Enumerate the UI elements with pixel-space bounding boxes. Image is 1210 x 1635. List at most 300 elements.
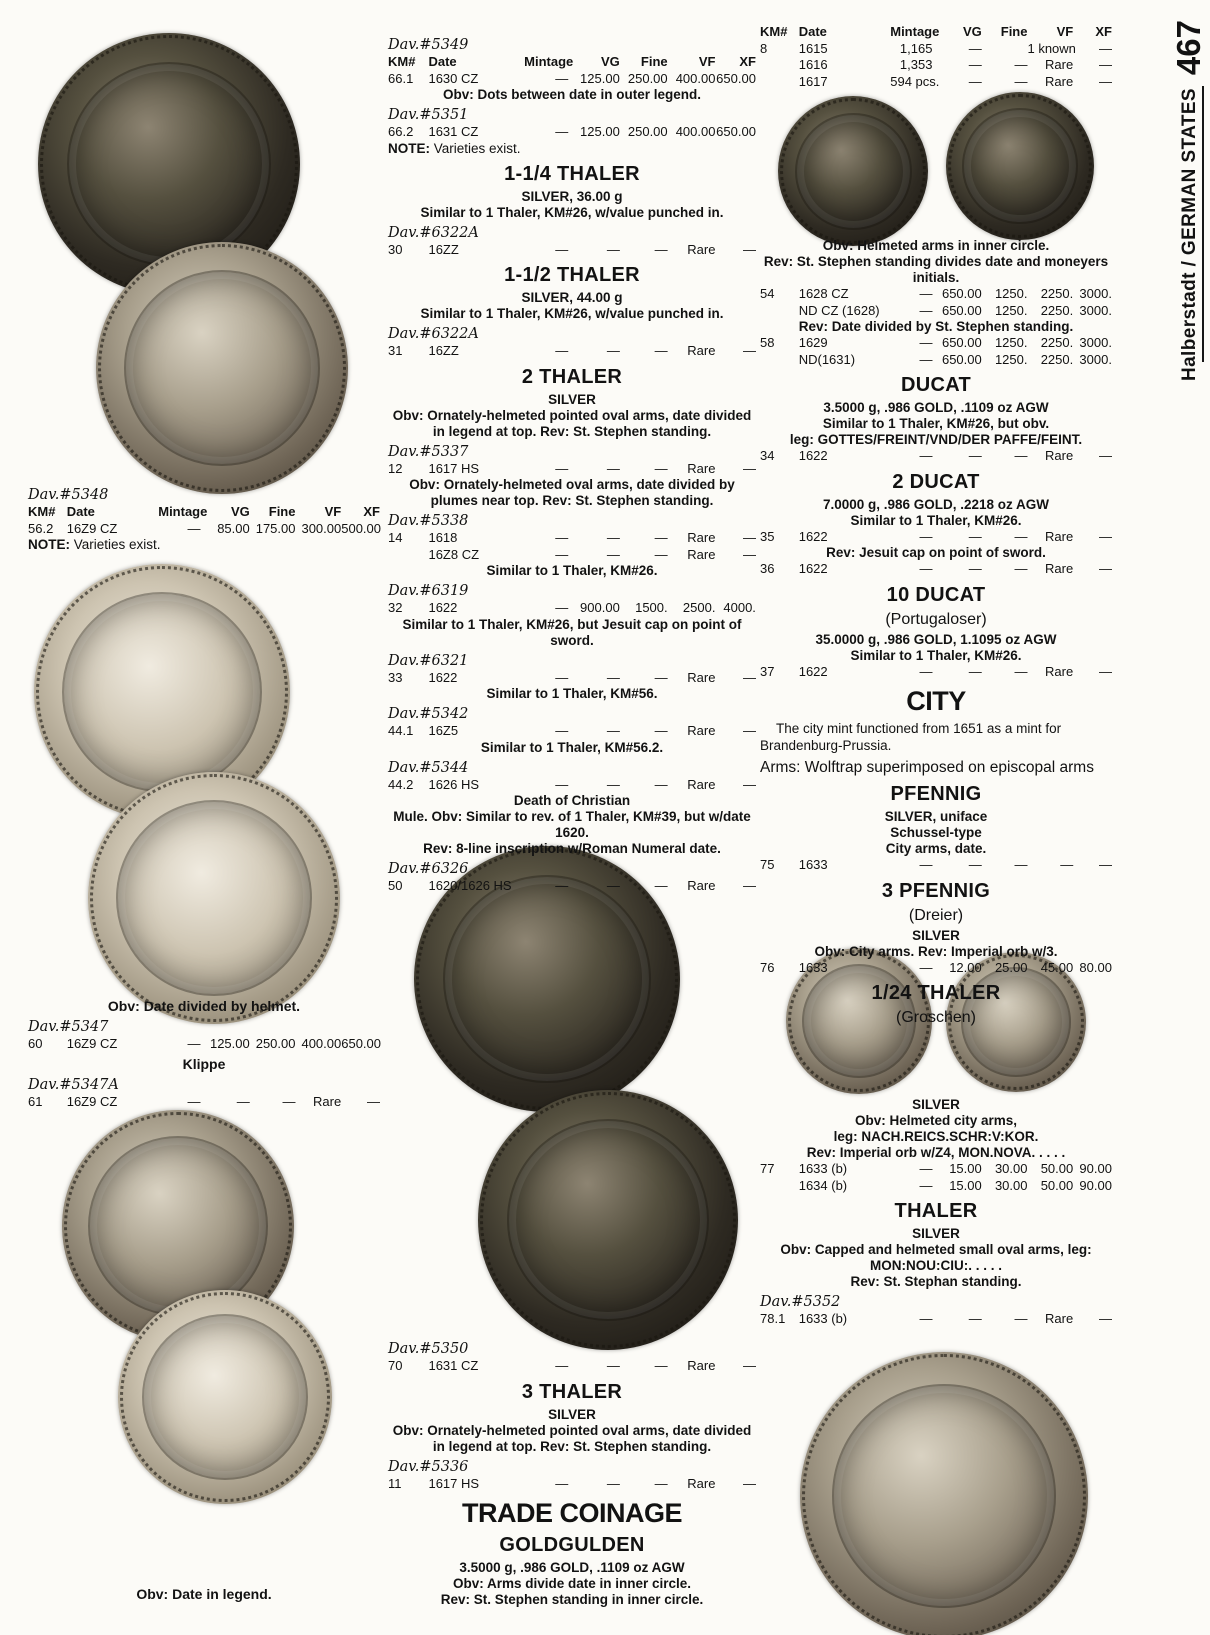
cell: —	[654, 241, 668, 257]
cell: 650.00	[341, 1036, 381, 1051]
catalog-reference: Dav.#5349	[388, 37, 469, 53]
cell: 900.00	[580, 600, 620, 615]
cell: —	[968, 663, 982, 679]
cell: 11	[388, 1475, 402, 1491]
cell: Rare	[1045, 663, 1074, 679]
cell: —	[606, 530, 620, 545]
listing-row	[388, 124, 756, 141]
cell: —	[606, 1358, 620, 1373]
listing-row	[388, 878, 756, 895]
cell: 1616	[798, 57, 828, 72]
cell: 125.00	[580, 70, 620, 86]
cell: —	[606, 343, 620, 358]
cell: 1626 HS	[428, 776, 480, 792]
coin-photo-klippe-reverse	[118, 1290, 332, 1504]
description: Obv: Helmeted city arms,	[854, 1113, 1018, 1128]
listing-row	[760, 303, 1112, 320]
cell: 50	[388, 878, 403, 893]
cell: 2250.	[1040, 302, 1074, 318]
cell: 14	[388, 530, 403, 545]
cell: 1620/1626 HS	[428, 878, 512, 893]
cell: —	[919, 1161, 933, 1176]
cell: Rare	[1045, 57, 1074, 72]
cell: —	[968, 857, 982, 872]
cell: 54	[760, 286, 775, 301]
denomination-heading: 2 DUCAT	[892, 470, 980, 493]
cell: —	[919, 302, 933, 318]
listing-row	[388, 547, 756, 564]
cell: 3000.	[1079, 302, 1112, 318]
photo-caption: Obv: Date in legend.	[136, 1586, 272, 1602]
right-column-segment-2	[760, 238, 1112, 1030]
cell: 650.00	[941, 302, 982, 318]
cell: 76	[760, 959, 775, 975]
denomination-heading: 1/24 THALER	[871, 982, 1001, 1004]
note: NOTE: Varieties exist.	[388, 140, 521, 156]
cell: 3000.	[1079, 335, 1112, 350]
cell: —	[1014, 663, 1028, 679]
listing-row	[760, 286, 1112, 303]
listing-row	[388, 242, 756, 259]
cell: —	[654, 546, 668, 562]
listing-row	[760, 352, 1112, 369]
column-header: KM#	[760, 24, 788, 39]
cell: 650.00	[716, 70, 756, 86]
cell: 1622	[798, 663, 828, 679]
cell: 1633	[798, 857, 828, 872]
cell: —	[1098, 73, 1112, 89]
column-header: VF	[324, 504, 342, 519]
cell: 1633	[798, 959, 828, 975]
cell: 650.00	[941, 351, 982, 367]
cell: Rare	[313, 1093, 342, 1109]
cell: —	[1098, 528, 1112, 544]
cell: 400.00	[301, 1036, 342, 1051]
column-header: Mintage	[890, 24, 940, 39]
cell: 30.00	[994, 1177, 1028, 1193]
cell: —	[555, 546, 569, 562]
column-header: XF	[1095, 24, 1112, 39]
catalog-reference: Dav.#5347	[28, 1019, 109, 1035]
listing-row	[760, 1178, 1112, 1195]
cell: 31	[388, 343, 403, 358]
description: leg: GOTTES/FREINT/VND/DER PAFFE/FEINT.	[789, 432, 1083, 447]
denomination-heading: 1-1/4 THALER	[504, 162, 640, 185]
cell: —	[654, 776, 668, 792]
cell: 16ZZ	[428, 343, 459, 358]
cell: —	[968, 1311, 982, 1326]
cell: —	[555, 878, 569, 893]
cell: 650.00	[716, 124, 756, 139]
cell: —	[606, 723, 620, 738]
cell: 650.00	[941, 286, 982, 301]
cell: 400.00	[675, 70, 716, 86]
cell: Rare	[687, 546, 716, 562]
catalog-reference: Dav.#5342	[388, 706, 469, 722]
cell: —	[654, 530, 668, 545]
listing-row	[760, 335, 1112, 352]
denomination-heading: 2 THALER	[521, 365, 623, 388]
cell: 500.00	[341, 520, 381, 536]
cell: 80.00	[1079, 959, 1112, 975]
cell: 8	[760, 40, 768, 56]
cell: 50.00	[1040, 1161, 1074, 1176]
paragraph: Arms: Wolftrap superimposed on episcopal arms	[760, 759, 1094, 776]
table-header-row	[28, 504, 380, 521]
listing-row	[760, 57, 1112, 74]
catalog-reference: Dav.#6322A	[388, 224, 479, 241]
cell: 30	[388, 241, 403, 257]
photo-caption: Obv: Date divided by helmet.	[107, 998, 301, 1014]
paragraph: The city mint functioned from 1651 as a mint for Brandenburg-Prussia.	[760, 721, 1062, 753]
cell: 175.00	[255, 520, 296, 536]
description: Obv: Ornately-helmeted pointed oval arms, date divided in legend at top. Rev: St. Stephen standing.	[392, 407, 752, 439]
description: SILVER	[912, 927, 960, 943]
table-header-row	[760, 24, 1112, 41]
cell	[388, 547, 428, 564]
denomination-heading: 3 THALER	[521, 1380, 623, 1403]
description: Death of Christian	[513, 793, 631, 808]
column-header: XF	[739, 54, 756, 69]
cell: 1628 CZ	[798, 286, 849, 301]
cell: 400.00	[675, 124, 716, 139]
cell: —	[606, 669, 620, 685]
cell: —	[555, 1358, 569, 1373]
description: SILVER, 36.00 g	[521, 188, 623, 204]
cell: Rare	[687, 343, 716, 358]
cell: —	[606, 546, 620, 562]
cell: 1617	[798, 73, 828, 89]
denomination-heading: PFENNIG	[890, 783, 982, 805]
denomination-subtitle: (Dreier)	[908, 906, 964, 924]
listing-row	[388, 723, 756, 740]
cell: 16Z8 CZ	[428, 546, 480, 562]
cell: —	[968, 73, 982, 89]
description: Obv: Capped and helmeted small oval arms, leg: MON:NOU:CIU:. . . . .	[780, 1242, 1092, 1273]
column-header: Date	[798, 24, 827, 39]
cell: ND(1631)	[798, 351, 856, 367]
cell: Rare	[1045, 73, 1074, 89]
column-header: Fine	[640, 54, 668, 69]
cell: 250.00	[627, 70, 668, 86]
cell	[982, 41, 1028, 58]
cell: —	[555, 460, 569, 476]
catalog-reference: Dav.#6319	[388, 583, 469, 599]
cell: —	[606, 1475, 620, 1491]
cell: 75	[760, 857, 775, 872]
cell: —	[742, 669, 756, 685]
column-header: Fine	[268, 504, 296, 519]
cell: 1250.	[994, 286, 1028, 301]
cell: —	[742, 878, 756, 893]
cell: —	[919, 561, 933, 576]
cell: —	[555, 1475, 569, 1491]
description: City arms, date.	[885, 841, 987, 856]
cell: —	[654, 1475, 668, 1491]
column-header: KM#	[28, 504, 56, 519]
cell: —	[1014, 73, 1028, 89]
cell: —	[919, 959, 933, 975]
cell: 1250.	[994, 302, 1028, 318]
cell: 1615	[798, 40, 828, 56]
cell: —	[187, 520, 201, 536]
cell: —	[1014, 561, 1028, 576]
cell: —	[919, 286, 933, 301]
cell: 1,165	[899, 40, 933, 56]
cell: 36	[760, 561, 775, 576]
cell: —	[187, 1036, 201, 1051]
cell: Rare	[1045, 448, 1074, 463]
cell: Rare	[687, 669, 716, 685]
coin-photo-thaler-reverse	[96, 242, 348, 494]
listing-row	[760, 664, 1112, 681]
photo-caption: Klippe	[182, 1055, 226, 1072]
cell: 2250.	[1040, 335, 1074, 350]
listing-row	[760, 1161, 1112, 1178]
coin-photo-thaler-16z9-reverse	[88, 772, 340, 1024]
cell: Rare	[687, 878, 716, 893]
cell: —	[555, 124, 569, 139]
cell: —	[968, 561, 982, 576]
cell: —	[919, 528, 933, 544]
description: SILVER, 44.00 g	[521, 290, 623, 305]
cell: Rare	[687, 530, 716, 545]
cell: —	[1014, 528, 1028, 544]
description: 3.5000 g, .986 GOLD, .1109 oz AGW	[823, 400, 1049, 415]
description: Similar to 1 Thaler, KM#26, but Jesuit cap on point of sword.	[402, 616, 742, 648]
cell: 1622	[428, 669, 458, 685]
cell: 15.00	[949, 1177, 982, 1193]
listing-row	[388, 461, 756, 478]
cell: —	[555, 776, 569, 792]
cell: 60	[28, 1036, 43, 1051]
cell: Rare	[687, 460, 716, 476]
description: Similar to 1 Thaler, KM#26, w/value punched in.	[420, 306, 724, 321]
description: Rev: St. Stephen standing divides date and moneyers initials.	[763, 254, 1109, 285]
listing-row	[760, 960, 1112, 977]
denomination-heading: DUCAT	[900, 374, 971, 396]
cell: —	[1098, 448, 1112, 463]
description: Similar to 1 Thaler, KM#26, but obv.	[822, 416, 1050, 431]
cell: ND CZ (1628)	[798, 302, 880, 318]
cell: 3000.	[1079, 351, 1112, 367]
cell: —	[555, 241, 569, 257]
cell: 1622	[428, 600, 458, 615]
listing-row	[388, 71, 756, 88]
cell: —	[919, 448, 933, 463]
cell: 125.00	[580, 124, 620, 139]
description: Similar to 1 Thaler, KM#26.	[850, 647, 1022, 663]
cell: —	[742, 241, 756, 257]
cell: 70	[388, 1358, 403, 1373]
cell: 34	[760, 448, 775, 463]
cell: 44.2	[388, 776, 414, 792]
description: Rev: 8-line inscription w/Roman Numeral date.	[423, 841, 721, 856]
cell: 66.1	[388, 70, 414, 86]
cell: —	[1014, 1311, 1028, 1326]
column-header: Date	[66, 504, 95, 519]
cell: —	[968, 57, 982, 72]
listing-row	[760, 448, 1112, 465]
cell: —	[742, 460, 756, 476]
denomination-subtitle: (Groschen)	[895, 1009, 977, 1026]
description: SILVER	[912, 1097, 960, 1112]
cell: 37	[760, 663, 775, 679]
description: Schussel-type	[890, 825, 982, 840]
cell: 12	[388, 460, 403, 476]
table-header-row	[388, 54, 756, 71]
left-column-segment-1	[28, 483, 380, 553]
cell: 1 known	[1027, 40, 1076, 56]
cell: 1631 CZ	[428, 1358, 479, 1373]
cell: 16Z9 CZ	[66, 1093, 118, 1109]
column-header: Date	[428, 54, 457, 69]
description: Similar to 1 Thaler, KM#26.	[850, 512, 1022, 528]
cell	[760, 352, 799, 369]
denomination-subtitle: (Portugaloser)	[885, 610, 987, 628]
cell: —	[742, 776, 756, 792]
column-header: VF	[698, 54, 716, 69]
description: Similar to 1 Thaler, KM#56.	[486, 686, 658, 701]
denomination-heading: THALER	[894, 1200, 978, 1222]
listing-row	[388, 343, 756, 360]
cell: —	[1098, 1311, 1112, 1326]
denomination-heading: GOLDGULDEN	[499, 1534, 645, 1556]
cell: 1633 (b)	[798, 1311, 848, 1326]
cell: 1250.	[994, 351, 1028, 367]
cell: 1622	[798, 528, 828, 544]
column-header: VG	[230, 504, 250, 519]
cell: 58	[760, 335, 775, 350]
cell: 1250.	[994, 335, 1028, 350]
cell	[760, 74, 799, 91]
cell: 56.2	[28, 520, 54, 536]
description: Rev: Imperial orb w/Z4, MON.NOVA. . . . .	[806, 1145, 1066, 1160]
description: Rev: Date divided by St. Stephen standing.	[798, 319, 1074, 334]
cell: 250.00	[627, 124, 668, 139]
cell: 2250.	[1040, 286, 1074, 301]
right-column-segment-3	[760, 1097, 1112, 1328]
right-column-segment-1	[760, 24, 1112, 90]
cell: 1622	[798, 448, 828, 463]
cell: 2500.	[682, 600, 716, 615]
listing-row	[760, 529, 1112, 546]
description: Obv: Ornately-helmeted oval arms, date divided by plumes near top. Rev: St. Stephen standing.	[409, 477, 735, 508]
cell: —	[1098, 857, 1112, 872]
cell: —	[742, 723, 756, 738]
description: Rev: St. Stephen standing in inner circle.	[440, 1592, 704, 1607]
column-header: Mintage	[524, 54, 574, 69]
cell: 1629	[798, 335, 828, 350]
cell: —	[1098, 57, 1112, 72]
description: 35.0000 g, .986 GOLD, 1.1095 oz AGW	[815, 631, 1057, 647]
listing-row	[388, 777, 756, 794]
major-heading: CITY	[906, 686, 966, 716]
cell: —	[654, 669, 668, 685]
cell: 45.00	[1040, 959, 1074, 975]
cell: —	[606, 878, 620, 893]
cell: —	[742, 343, 756, 358]
cell	[760, 57, 799, 74]
cell: —	[742, 1358, 756, 1373]
cell: 125.00	[209, 1036, 250, 1051]
cell: 1617 HS	[428, 460, 480, 476]
page-edge-title: Halberstadt / GERMAN STATES	[1179, 88, 1200, 382]
description: SILVER, uniface	[884, 809, 988, 824]
cell: Rare	[687, 1475, 716, 1491]
cell: —	[919, 857, 933, 872]
cell: 594 pcs.	[890, 73, 940, 89]
cell: 77	[760, 1161, 775, 1176]
cell: —	[654, 460, 668, 476]
cell: 4000.	[723, 600, 756, 615]
major-heading: TRADE COINAGE	[461, 1498, 682, 1528]
cell: 12.00	[949, 959, 982, 975]
listing-row	[388, 670, 756, 687]
description: Rev: St. Stephan standing.	[850, 1274, 1022, 1289]
cell: —	[366, 1093, 380, 1109]
cell: —	[187, 1093, 201, 1109]
cell: 30.00	[994, 1161, 1028, 1176]
catalog-reference: Dav.#5352	[760, 1294, 841, 1310]
cell: —	[606, 241, 620, 257]
cell: —	[1060, 857, 1074, 872]
column-header: KM#	[388, 54, 416, 69]
column-header: VF	[1056, 24, 1074, 39]
cell: 16Z9 CZ	[66, 1036, 118, 1051]
catalog-reference: Dav.#5337	[388, 443, 469, 460]
cell: —	[1014, 448, 1028, 463]
column-header: Mintage	[158, 504, 208, 519]
column-header: VG	[962, 24, 982, 39]
cell: 16Z9 CZ	[66, 520, 118, 536]
middle-column-segment-1	[388, 33, 756, 895]
cell: —	[654, 1358, 668, 1373]
cell: 61	[28, 1093, 43, 1109]
cell: 90.00	[1079, 1161, 1112, 1176]
description: Obv: Arms divide date in inner circle.	[452, 1576, 692, 1591]
cell: 66.2	[388, 124, 414, 139]
cell: 1500.	[635, 600, 668, 615]
coin-photo-km8-obverse	[778, 96, 928, 246]
cell: —	[1098, 663, 1112, 679]
description: Obv: Dots between date in outer legend.	[442, 87, 702, 102]
cell: 90.00	[1079, 1177, 1112, 1193]
cell: 78.1	[760, 1311, 786, 1326]
cell: 35	[760, 528, 775, 544]
description: Obv: Helmeted arms in inner circle.	[822, 238, 1050, 253]
cell: —	[236, 1093, 250, 1109]
cell: 50.00	[1040, 1177, 1074, 1193]
cell	[760, 1178, 799, 1195]
cell: 44.1	[388, 723, 414, 738]
cell: —	[1098, 561, 1112, 576]
cell: 1,353	[899, 57, 933, 72]
catalog-reference: Dav.#5351	[388, 107, 469, 123]
listing-row	[760, 41, 1112, 58]
cell: —	[555, 343, 569, 358]
description: Obv: City arms. Rev: Imperial orb w/3.	[814, 943, 1058, 959]
cell: Rare	[687, 1358, 716, 1373]
cell: 16ZZ	[428, 241, 459, 257]
description: Rev: Jesuit cap on point of sword.	[826, 545, 1046, 560]
cell: 25.00	[994, 959, 1028, 975]
cell: —	[968, 528, 982, 544]
cell: 1631 CZ	[428, 124, 479, 139]
description: Obv: Ornately-helmeted pointed oval arms, date divided in legend at top. Rev: St. Stephen standing.	[392, 1422, 752, 1454]
cell: 1622	[798, 561, 828, 576]
description: SILVER	[548, 1406, 596, 1422]
